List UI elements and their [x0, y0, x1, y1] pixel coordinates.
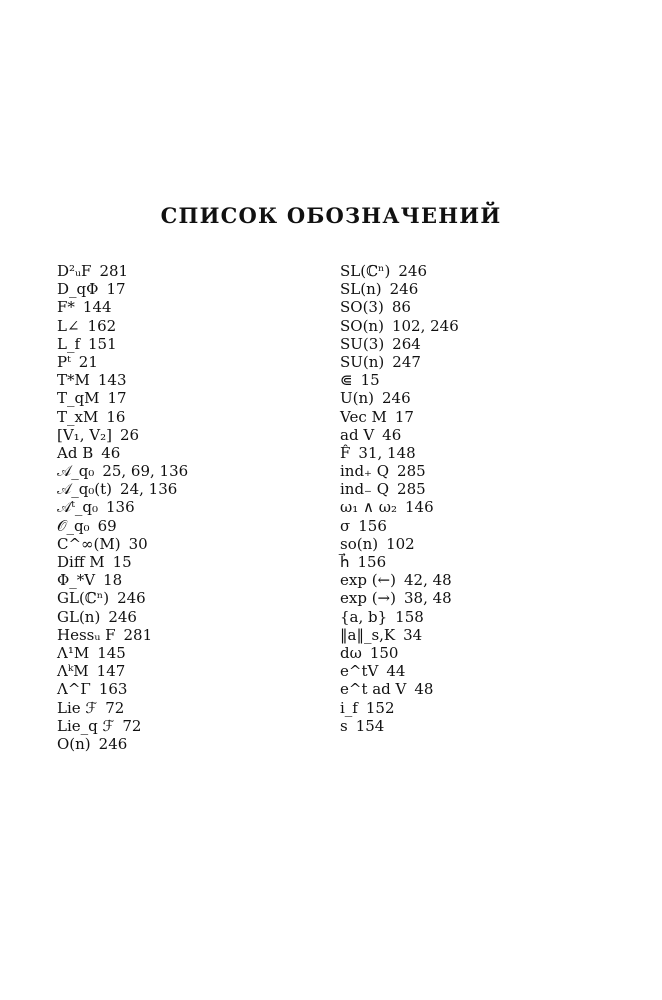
notation-entry — [57, 335, 188, 353]
notation-symbol: Lie_q ℱ — [57, 716, 115, 735]
notation-pages: 46 — [382, 425, 402, 444]
notation-symbol: F* — [57, 298, 75, 317]
notation-symbol: F̂ — [340, 443, 351, 462]
notation-pages: 102 — [386, 534, 415, 553]
notation-symbol: SU(3) — [340, 334, 385, 353]
notation-entry — [340, 517, 459, 535]
notation-symbol: T_xM — [57, 407, 99, 426]
notation-list-right — [340, 262, 459, 735]
notation-symbol: U(n) — [340, 389, 375, 408]
notation-symbol: SO(n) — [340, 316, 384, 335]
notation-symbol: SO(3) — [340, 298, 384, 317]
notation-entry — [57, 317, 188, 335]
notation-pages: 17 — [106, 280, 126, 299]
notation-entry — [57, 626, 188, 644]
notation-pages: 246 — [108, 607, 137, 626]
notation-symbol: T_qM — [57, 389, 100, 408]
notation-symbol: ind₊ Q — [340, 462, 390, 481]
notation-pages: 152 — [365, 698, 395, 717]
notation-symbol: Vec M — [340, 407, 387, 426]
notation-pages: 48 — [414, 680, 434, 699]
notation-pages: 102, 246 — [391, 316, 459, 335]
notation-symbol: ad V — [340, 425, 375, 444]
notation-symbol: e^tV — [340, 662, 379, 681]
notation-entry — [57, 589, 188, 607]
notation-pages: 17 — [107, 389, 127, 408]
notation-entry — [57, 680, 188, 698]
notation-symbol: [V₁, V₂] — [57, 425, 112, 444]
notation-symbol: ind₋ Q — [340, 480, 390, 499]
notation-symbol: e^t ad V — [340, 680, 407, 699]
notation-symbol: Λ¹M — [57, 643, 90, 662]
notation-entry — [340, 280, 459, 298]
notation-pages: 15 — [112, 553, 132, 571]
notation-pages: 246 — [98, 734, 128, 753]
notation-pages: 24, 136 — [120, 480, 178, 499]
notation-entry — [340, 571, 459, 589]
notation-pages: 151 — [88, 334, 117, 353]
notation-entry — [340, 262, 459, 280]
notation-entry — [340, 644, 459, 662]
notation-symbol: L∠ — [57, 316, 80, 335]
notation-entry — [57, 371, 188, 389]
notation-symbol: so(n) — [340, 534, 379, 553]
notation-pages: 16 — [106, 407, 126, 426]
notation-entry — [57, 408, 188, 426]
notation-pages: 246 — [382, 389, 411, 408]
notation-entry — [57, 553, 188, 571]
notation-pages: 154 — [355, 716, 385, 735]
notation-pages: 281 — [99, 262, 129, 280]
notation-entry — [57, 717, 188, 735]
notation-entry — [57, 535, 188, 553]
notation-symbol: Hessᵤ F — [57, 625, 116, 644]
notation-symbol: Diff M — [57, 553, 105, 571]
notation-entry — [340, 335, 459, 353]
notation-symbol: O(n) — [57, 734, 91, 753]
notation-symbol: ΛᵏM — [57, 662, 89, 681]
notation-pages: 147 — [96, 662, 126, 681]
notation-entry — [340, 353, 459, 371]
notation-list-left — [57, 262, 188, 753]
notation-pages: 246 — [389, 280, 419, 299]
notation-entry — [57, 298, 188, 316]
notation-pages: 285 — [397, 480, 426, 499]
notation-symbol: SL(ℂⁿ) — [340, 262, 391, 280]
notation-entry — [57, 480, 188, 498]
notation-symbol: 𝒪_q₀ — [57, 516, 90, 535]
notation-pages: 158 — [395, 607, 424, 626]
notation-pages: 38, 48 — [403, 589, 452, 608]
notation-symbol: {a, b} — [340, 607, 388, 626]
notation-pages: 21 — [78, 352, 98, 371]
notation-entry — [57, 426, 188, 444]
notation-symbol: σ — [340, 516, 351, 535]
notation-pages: 281 — [123, 625, 153, 644]
notation-pages: 156 — [358, 516, 387, 535]
notation-symbol: Lie ℱ — [57, 698, 98, 717]
notation-pages: 72 — [105, 698, 125, 717]
notation-entry — [57, 389, 188, 407]
notation-pages: 156 — [357, 553, 387, 571]
notation-pages: 30 — [128, 534, 148, 553]
notation-pages: 143 — [97, 371, 127, 390]
notation-entry — [340, 480, 459, 498]
notation-pages: 163 — [98, 680, 128, 699]
notation-pages: 34 — [403, 625, 423, 644]
notation-symbol: 𝒜_q₀(t) — [57, 480, 113, 499]
notation-entry — [57, 262, 188, 280]
notation-entry — [57, 662, 188, 680]
notation-symbol: 𝒜ᵗ_q₀ — [57, 498, 99, 517]
notation-symbol: SU(n) — [340, 352, 385, 371]
notation-entry — [340, 426, 459, 444]
notation-symbol: Ad B — [57, 443, 94, 462]
notation-pages: 42, 48 — [403, 571, 452, 590]
notation-symbol: D²ᵤF — [57, 262, 92, 280]
notation-entry — [57, 444, 188, 462]
notation-pages: 86 — [391, 298, 411, 317]
notation-symbol: L_f — [57, 334, 81, 353]
notation-entry — [340, 535, 459, 553]
notation-entry — [57, 462, 188, 480]
notation-entry — [340, 699, 459, 717]
notation-entry — [340, 589, 459, 607]
notation-pages: 136 — [106, 498, 135, 517]
notation-entry — [57, 517, 188, 535]
notation-pages: 72 — [122, 716, 142, 735]
notation-entry — [340, 553, 459, 571]
notation-symbol: i_f — [340, 698, 358, 717]
notation-symbol: exp (→) — [340, 589, 396, 608]
notation-entry — [340, 317, 459, 335]
page-title: СПИСОК ОБОЗНАЧЕНИЙ — [160, 203, 502, 228]
notation-symbol: s — [340, 716, 348, 735]
notation-pages: 246 — [117, 589, 146, 608]
notation-symbol: h⃗ — [340, 553, 350, 571]
notation-symbol: ⋐ — [340, 371, 353, 390]
notation-symbol: Pᵗ — [57, 352, 71, 371]
notation-entry — [340, 608, 459, 626]
notation-pages: 146 — [405, 498, 434, 517]
notation-pages: 247 — [392, 352, 421, 371]
notation-pages: 31, 148 — [358, 443, 416, 462]
notation-symbol: SL(n) — [340, 280, 382, 299]
notation-symbol: ‖a‖_s,K — [340, 625, 396, 644]
notation-symbol: dω — [340, 643, 362, 662]
notation-pages: 162 — [87, 316, 117, 335]
notation-entry — [57, 735, 188, 753]
notation-entry — [57, 571, 188, 589]
notation-pages: 17 — [394, 407, 414, 426]
notation-symbol: T*M — [57, 371, 90, 390]
notation-symbol: Φ_*V — [57, 571, 96, 590]
notation-pages: 69 — [97, 516, 117, 535]
notation-pages: 246 — [398, 262, 428, 280]
notation-entry — [57, 498, 188, 516]
notation-pages: 150 — [369, 643, 399, 662]
notation-pages: 285 — [397, 462, 426, 481]
notation-entry — [57, 699, 188, 717]
notation-entry — [340, 389, 459, 407]
notation-entry — [340, 408, 459, 426]
notation-pages: 264 — [392, 334, 421, 353]
notation-entry — [340, 371, 459, 389]
notation-symbol: 𝒜_q₀ — [57, 462, 95, 481]
notation-pages: 144 — [82, 298, 112, 317]
notation-pages: 46 — [101, 443, 121, 462]
notation-pages: 18 — [103, 571, 123, 590]
notation-symbol: D_qΦ — [57, 280, 99, 299]
notation-pages: 145 — [97, 643, 126, 662]
notation-entry — [57, 353, 188, 371]
notation-symbol: exp (←) — [340, 571, 396, 590]
notation-symbol: C^∞(M) — [57, 534, 121, 553]
notation-symbol: GL(n) — [57, 607, 101, 626]
notation-symbol: GL(ℂⁿ) — [57, 589, 110, 608]
notation-symbol: ω₁ ∧ ω₂ — [340, 498, 398, 517]
notation-pages: 44 — [386, 662, 406, 681]
notation-entry — [340, 717, 459, 735]
notation-entry — [57, 608, 188, 626]
notation-entry — [340, 680, 459, 698]
notation-symbol: Λ^Γ — [57, 680, 91, 699]
notation-entry — [340, 462, 459, 480]
notation-entry — [340, 498, 459, 516]
notation-entry — [340, 298, 459, 316]
notation-pages: 25, 69, 136 — [102, 462, 189, 481]
notation-pages: 15 — [360, 371, 380, 390]
notation-pages: 26 — [119, 425, 140, 444]
notation-entry — [57, 644, 188, 662]
notation-entry — [57, 280, 188, 298]
notation-entry — [340, 662, 459, 680]
notation-entry — [340, 626, 459, 644]
notation-entry — [340, 444, 459, 462]
